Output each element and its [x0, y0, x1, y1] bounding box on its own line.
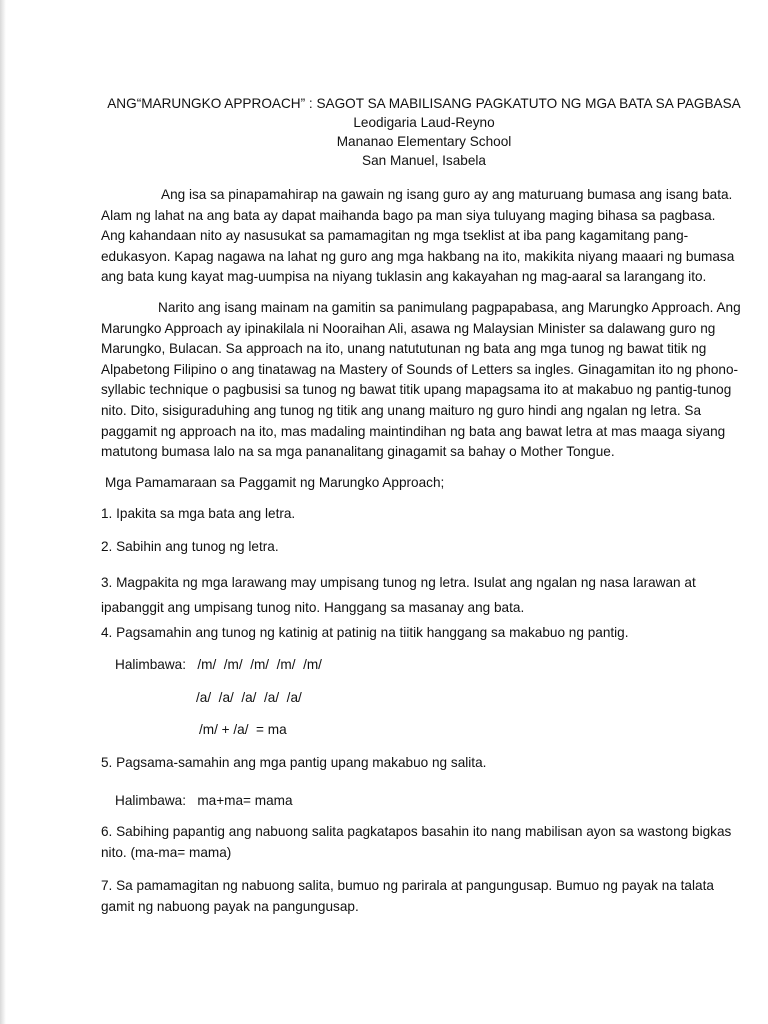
step-3: 3. Magpakita ng mga larawang may umpisang tunog ng letra. Isulat ang ngalan ng nasa larawan at ipabanggit ang umpisang tunog nito. Hanggang sa masanay ang bata. — [101, 574, 696, 615]
marungko-paragraph: Narito ang isang mainam na gamitin sa panimulang pagpapabasa, ang Marungko Approach. Ang Marungko Approach ay ipinakilala ni Nooraihan Ali, asawa ng Malaysian Minister sa dalawang guro ng Marungko, Bulacan. Sa approach na ito, unang natututunan ng bata ang mga tunog ng bawat titik ng Alpabetong Filipino o ang tinatawag na Mastery of Sounds of Letters sa ingles. Ginagamitan ito ng phono-syllabic technique o pagbusisi sa tunog ng bawat titik upang mapagsama ito at makabuo ng pantig-tunog nito. Dito, sisiguraduhing ang tunog ng titik ang unang maituro ng guro hindi ang ngalan ng letra. Sa paggamit ng approach na ito, mas madaling maintindihan ng bata ang bawat letra at mas maaga siyang matutong bumasa lalo na sa mga pananalitang ginagamit sa bahay o Mother Tongue. — [101, 299, 741, 460]
example-consonant-row: Halimbawa: /m/ /m/ /m/ /m/ /m/ — [115, 657, 322, 673]
document-body — [101, 94, 741, 917]
school-name: Mananao Elementary School — [336, 134, 512, 149]
example-syllable-row: /m/ + /a/ = ma — [199, 722, 287, 738]
steps-heading: Mga Pamamaraan sa Paggamit ng Marungko Approach; — [105, 474, 445, 490]
document-header — [107, 94, 741, 170]
page-edge-shadow — [0, 0, 6, 1024]
step-5: 5. Pagsama-samahin ang mga pantig upang makabuo ng salita. — [101, 754, 487, 770]
document-title: ANG“MARUNGKO APPROACH” : SAGOT SA MABILISANG PAGKATUTO NG MGA BATA SA PAGBASA — [107, 96, 741, 111]
intro-paragraph: Ang isa sa pinapamahirap na gawain ng isang guro ay ang maturuang bumasa ang isang bata. Alam ng lahat na ang bata ay dapat maihanda bago pa man siya tuluyang maging bihasa sa pagbasa. Ang kahandaan nito ay nasusukat sa pamamagitan ng mga tseklist at iba pang kagamitang pang-edukasyon. Kapag nagawa na lahat ng guro ang mga hakbang na ito, makikita niyang maaari ng bumasa ang bata kung kayat mag-uumpisa na niyang tuklasin ang kakayahan ng mag-aaral sa larangang ito. — [101, 187, 735, 285]
step-6: 6. Sabihing papantig ang nabuong salita pagkatapos basahin ito nang mabilisan ayon sa wastong bigkas nito. (ma-ma= mama) — [101, 824, 732, 860]
step-5-example: Halimbawa: ma+ma= mama — [115, 793, 293, 809]
step-2: 2. Sabihin ang tunog ng letra. — [101, 538, 279, 554]
author-name: Leodigaria Laud-Reyno — [353, 115, 495, 130]
example-vowel-row: /a/ /a/ /a/ /a/ /a/ — [196, 689, 302, 705]
step-4: 4. Pagsamahin ang tunog ng katinig at patinig na tiitik hanggang sa makabuo ng pantig. — [101, 624, 629, 640]
step-7: 7. Sa pamamagitan ng nabuong salita, bumuo ng parirala at pangungusap. Bumuo ng payak na talata gamit ng nabuong payak na pangungusap. — [101, 878, 714, 914]
step-4-example — [101, 655, 741, 741]
step-1: 1. Ipakita sa mga bata ang letra. — [101, 506, 296, 522]
school-location: San Manuel, Isabela — [362, 153, 486, 168]
